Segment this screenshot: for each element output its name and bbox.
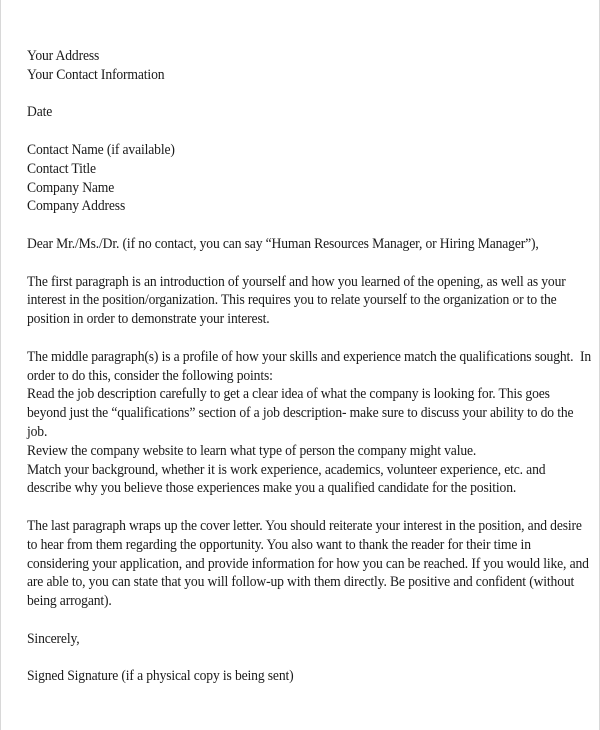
paragraph-line: The last paragraph wraps up the cover letter. You should reiterate your interest in the position, and desire xyxy=(27,517,582,534)
paragraph-line: are able to, you can state that you will follow-up with them directly. Be positive and confident (without xyxy=(27,574,575,591)
paragraph-line: to hear from them regarding the opportunity. You also want to thank the reader for their time in xyxy=(27,536,531,553)
spacer xyxy=(27,649,550,668)
spacer xyxy=(27,498,550,517)
paragraph-line: considering your application, and provide information for how you can be reached. If you would like, and xyxy=(27,555,589,572)
cover-letter xyxy=(27,47,592,686)
paragraph-line: Review the company website to learn what type of person the company might value. xyxy=(27,442,477,459)
recipient-contact-name: Contact Name (if available) xyxy=(27,141,175,158)
recipient-block xyxy=(27,141,550,216)
letter-date: Date xyxy=(27,104,53,121)
recipient-company-name: Company Name xyxy=(27,179,115,196)
complimentary-close: Sincerely, xyxy=(27,630,80,647)
sender-address: Your Address xyxy=(27,48,100,64)
paragraph-line: describe why you believe those experiences make you a qualified candidate for the position. xyxy=(27,480,517,497)
spacer xyxy=(27,611,550,630)
paragraph-line: order to do this, consider the following points: xyxy=(27,367,273,384)
paragraph-line: being arrogant). xyxy=(27,593,112,610)
recipient-contact-title: Contact Title xyxy=(27,160,96,177)
paragraph-line: The first paragraph is an introduction of yourself and how you learned of the opening, as well as your xyxy=(27,273,566,290)
paragraph-line: interest in the position/organization. This requires you to relate yourself to the organization or to the xyxy=(27,292,557,309)
sender-block xyxy=(27,47,550,85)
paragraph-line: position in order to demonstrate your interest. xyxy=(27,311,270,328)
middle-paragraph xyxy=(27,348,592,498)
paragraph-line: Match your background, whether it is work experience, academics, volunteer experience, etc. and xyxy=(27,461,546,478)
paragraph-line: beyond just the “qualifications” section of a job description- make sure to discuss your ability to do the xyxy=(27,405,574,422)
spacer xyxy=(27,254,550,273)
signature-line: Signed Signature (if a physical copy is being sent) xyxy=(27,668,294,685)
paragraph-line: job. xyxy=(27,423,48,440)
salutation: Dear Mr./Ms./Dr. (if no contact, you can say “Human Resources Manager, or Hiring Manager”), xyxy=(27,235,539,252)
intro-paragraph xyxy=(27,273,566,329)
spacer xyxy=(27,122,550,141)
closing-paragraph xyxy=(27,517,589,611)
spacer xyxy=(27,329,550,348)
paragraph-line: The middle paragraph(s) is a profile of how your skills and experience match the qualifications sought. In xyxy=(27,348,592,365)
sender-contact-info: Your Contact Information xyxy=(27,66,165,83)
recipient-company-address: Company Address xyxy=(27,198,126,215)
spacer xyxy=(27,216,550,235)
paragraph-line: Read the job description carefully to get a clear idea of what the company is looking for. This goes xyxy=(27,386,550,403)
spacer xyxy=(27,85,550,104)
